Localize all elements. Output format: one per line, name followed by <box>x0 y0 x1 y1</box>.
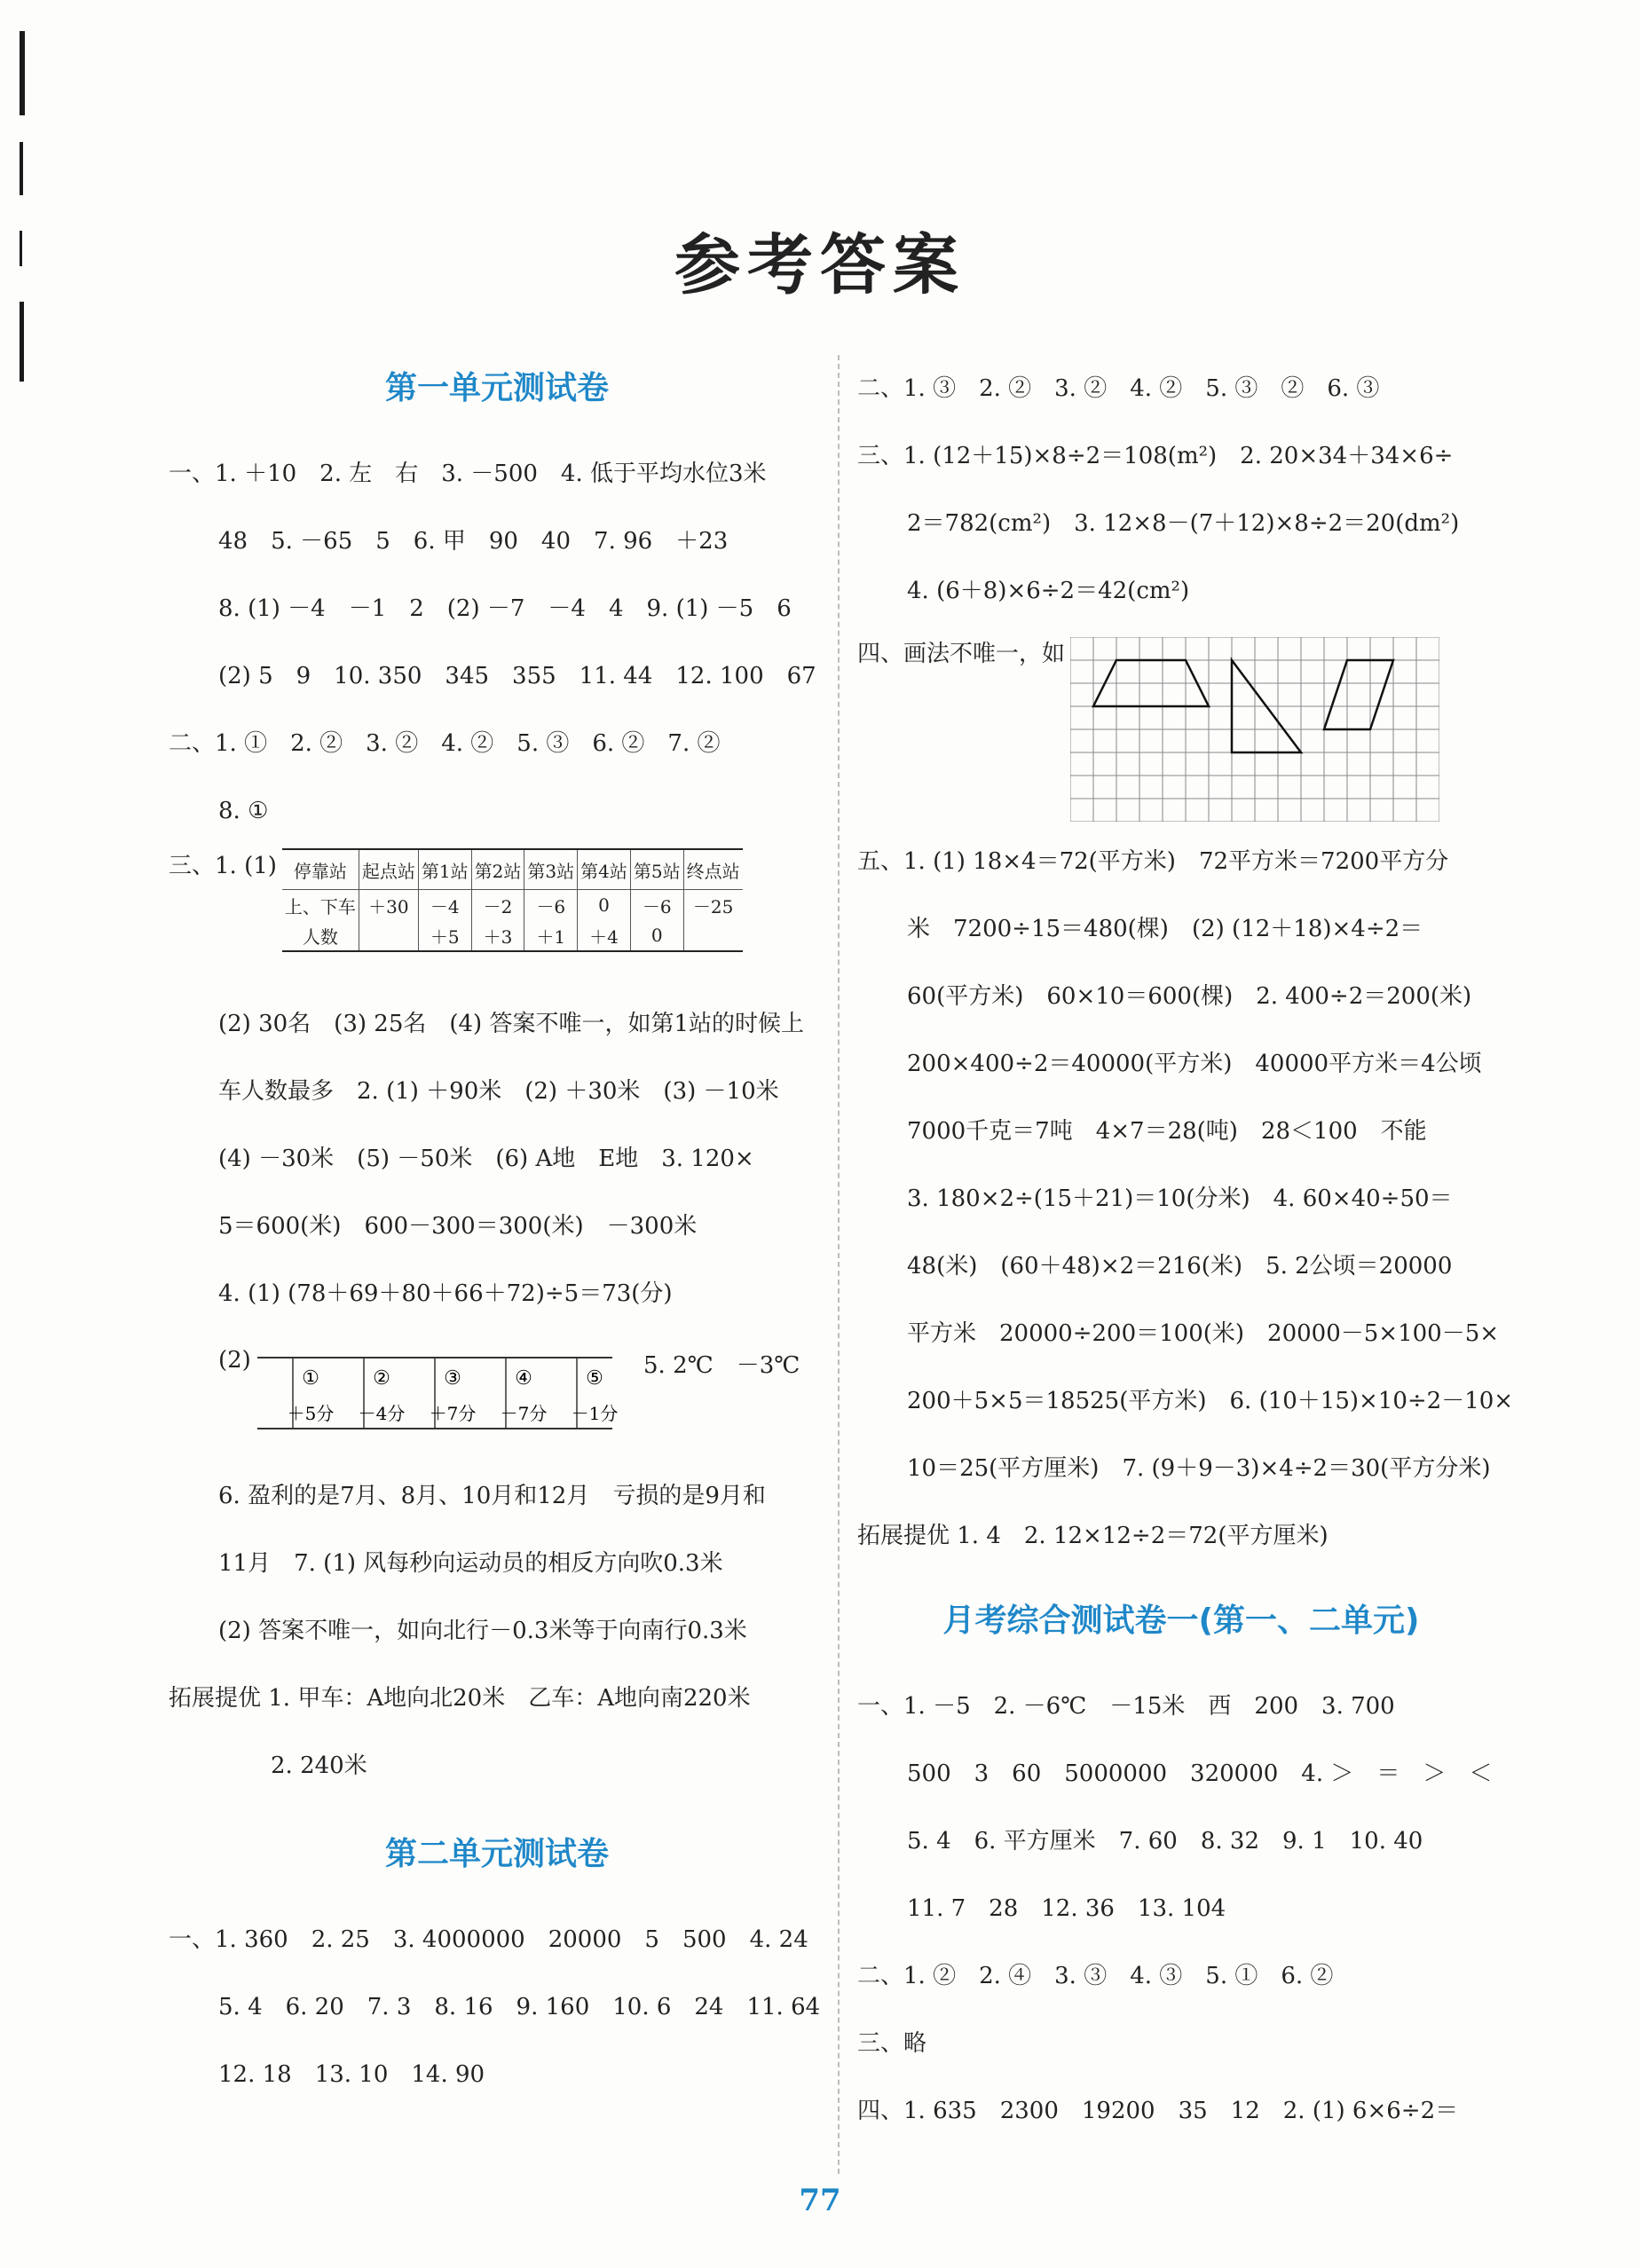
table-cell: －2 <box>471 890 524 921</box>
answer-line: 2. 240米 <box>271 1752 367 1779</box>
answer-line: 11月 7. (1) 风每秒向运动员的相反方向吹0.3米 <box>218 1550 723 1577</box>
part3-label: 三、1. (1) <box>169 853 277 879</box>
table-cell: 0 <box>578 890 631 921</box>
answer-line: 48 5. －65 5 6. 甲 90 40 7. 96 ＋23 <box>218 528 729 555</box>
table-cell <box>683 920 743 951</box>
table-cell: ＋3 <box>471 920 524 951</box>
numberline-circle: ⑤ <box>586 1367 603 1390</box>
answer-line: 12. 18 13. 10 14. 90 <box>218 2061 485 2088</box>
answer-line: 10＝25(平方厘米) 7. (9＋9－3)×4÷2＝30(平方分米) <box>907 1455 1491 1482</box>
table-cell: ＋4 <box>578 920 631 951</box>
answer-line: 一、1. ＋10 2. 左 右 3. －500 4. 低于平均水位3米 <box>169 461 767 487</box>
right-column <box>857 355 1514 2145</box>
numberline-label: (2) <box>218 1347 251 1374</box>
answer-line: 拓展提优 1. 甲车：A地向北20米 乙车：A地向南220米 <box>169 1685 751 1712</box>
answer-line: 200×400÷2＝40000(平方米) 40000平方米＝4公顷 <box>907 1051 1482 1077</box>
answer-line: (4) －30米 (5) －50米 (6) A地 E地 3. 120× <box>218 1146 754 1172</box>
answer-line: 3. 180×2÷(15＋21)＝10(分米) 4. 60×40÷50＝ <box>907 1185 1453 1212</box>
answer-line: 车人数最多 2. (1) ＋90米 (2) ＋30米 (3) －10米 <box>218 1078 779 1105</box>
answer-line: 60(平方米) 60×10＝600(棵) 2. 400÷2＝200(米) <box>907 983 1472 1010</box>
table-cell: 上、下车 <box>284 895 356 917</box>
numberline-circle: ① <box>302 1367 319 1390</box>
table-cell: ＋5 <box>418 920 471 951</box>
table-header: 第3站 <box>524 849 578 890</box>
answer-line: 四、1. 635 2300 19200 35 12 2. (1) 6×6÷2＝ <box>857 2098 1459 2124</box>
table-header: 第2站 <box>471 849 524 890</box>
table-cell: －25 <box>683 890 743 921</box>
part3-block <box>169 848 825 990</box>
answer-line: 8. ① <box>218 798 269 824</box>
answer-line: (2) 5 9 10. 350 345 355 11. 44 12. 100 67 <box>218 663 816 689</box>
answer-line: 二、1. ② 2. ④ 3. ③ 4. ③ 5. ① 6. ② <box>857 1963 1334 1989</box>
numberline-value: －1分 <box>571 1403 619 1424</box>
page-title: 参考答案 <box>674 227 966 303</box>
answer-line: (2) 答案不唯一，如向北行－0.3米等于向南行0.3米 <box>218 1618 747 1644</box>
left-column <box>169 355 825 2108</box>
numberline-value: ＋5分 <box>287 1403 335 1424</box>
answer-line: 7000千克＝7吨 4×7＝28(吨) 28＜100 不能 <box>907 1118 1427 1145</box>
numberline-circle: ④ <box>515 1367 532 1390</box>
answer-line: 拓展提优 1. 4 2. 12×12÷2＝72(平方厘米) <box>857 1523 1329 1549</box>
answer-line: 三、略 <box>857 2030 927 2057</box>
answer-line: 5. 4 6. 20 7. 3 8. 16 9. 160 10. 6 24 11. 64 <box>218 1994 821 2020</box>
edge-mark <box>20 31 25 115</box>
edge-mark <box>20 302 24 382</box>
answer-line: 11. 7 28 12. 36 13. 104 <box>907 1895 1226 1922</box>
answer-line: 米 7200÷15＝480(棵) (2) (12＋18)×4÷2＝ <box>907 916 1423 942</box>
unit2-heading: 第二单元测试卷 <box>384 1836 609 1872</box>
table-cell <box>359 920 418 951</box>
table-header: 第1站 <box>418 849 471 890</box>
numberline-value: ＋7分 <box>429 1403 477 1424</box>
answer-line: 5＝600(米) 600－300＝300(米) －300米 <box>218 1213 698 1240</box>
table-cell: 人数 <box>282 920 359 951</box>
numberline-circle: ③ <box>444 1367 461 1390</box>
answer-line: 五、1. (1) 18×4＝72(平方米) 72平方米＝7200平方分 <box>857 848 1449 875</box>
answer-line: 三、1. (12＋15)×8÷2＝108(m²) 2. 20×34＋34×6÷ <box>857 443 1454 469</box>
table-header: 第4站 <box>578 849 631 890</box>
answer-line: 6. 盈利的是7月、8月、10月和12月 亏损的是9月和 <box>218 1483 766 1509</box>
numberline-block <box>169 1327 825 1462</box>
table-header: 起点站 <box>359 849 418 890</box>
numberline-diagram <box>257 1331 630 1446</box>
table-cell: ＋30 <box>359 890 418 921</box>
numberline-after: 5. 2℃ －3℃ <box>643 1352 800 1379</box>
bus-table <box>282 848 743 952</box>
answer-line: 200＋5×5＝18525(平方米) 6. (10＋15)×10÷2－10× <box>907 1388 1514 1414</box>
column-divider <box>838 355 840 2174</box>
edge-mark <box>20 142 23 195</box>
numberline-value: －4分 <box>358 1403 406 1424</box>
answer-line: (2) 30名 (3) 25名 (4) 答案不唯一，如第1站的时候上 <box>218 1011 804 1037</box>
table-header: 第5站 <box>630 849 683 890</box>
unit1-heading: 第一单元测试卷 <box>384 370 609 406</box>
monthly-test-heading: 月考综合测试卷一(第一、二单元) <box>942 1603 1420 1639</box>
part4-label: 四、画法不唯一，如 <box>857 641 1066 667</box>
answer-line: 4. (1) (78＋69＋80＋66＋72)÷5＝73(分) <box>218 1280 673 1307</box>
answer-line: 一、1. －5 2. －6℃ －15米 西 200 3. 700 <box>857 1693 1395 1720</box>
table-cell: －4 <box>418 890 471 921</box>
grid-drawing <box>1070 637 1439 822</box>
answer-line: 4. (6＋8)×6÷2＝42(cm²) <box>907 578 1190 604</box>
answer-line: 二、1. ③ 2. ② 3. ② 4. ② 5. ③ ② 6. ③ <box>857 375 1380 402</box>
answer-line: 500 3 60 5000000 320000 4. ＞ ＝ ＞ ＜ <box>907 1760 1493 1787</box>
numberline-value: －7分 <box>500 1403 548 1424</box>
table-header: 终点站 <box>683 849 743 890</box>
answer-line: 平方米 20000÷200＝100(米) 20000－5×100－5× <box>907 1320 1500 1347</box>
table-cell: －6 <box>524 890 578 921</box>
part4-block <box>857 628 1505 828</box>
page-number: 77 <box>799 2183 841 2218</box>
table-cell: 0 <box>630 920 683 951</box>
table-cell: －6 <box>630 890 683 921</box>
answer-line: 2＝782(cm²) 3. 12×8－(7＋12)×8÷2＝20(dm²) <box>907 510 1460 537</box>
numberline-circle: ② <box>373 1367 390 1390</box>
answer-line: 二、1. ① 2. ② 3. ② 4. ② 5. ③ 6. ② 7. ② <box>169 730 721 757</box>
answer-line: 48(米) (60＋48)×2＝216(米) 5. 2公顷＝20000 <box>907 1253 1453 1280</box>
table-header: 停靠站 <box>282 849 359 890</box>
answer-line: 8. (1) －4 －1 2 (2) －7 －4 4 9. (1) －5 6 <box>218 595 792 622</box>
parallelogram-shape <box>1324 660 1393 729</box>
table-cell: ＋1 <box>524 920 578 951</box>
answer-line: 5. 4 6. 平方厘米 7. 60 8. 32 9. 1 10. 40 <box>907 1828 1423 1855</box>
answer-line: 一、1. 360 2. 25 3. 4000000 20000 5 500 4. 24 <box>169 1926 808 1953</box>
